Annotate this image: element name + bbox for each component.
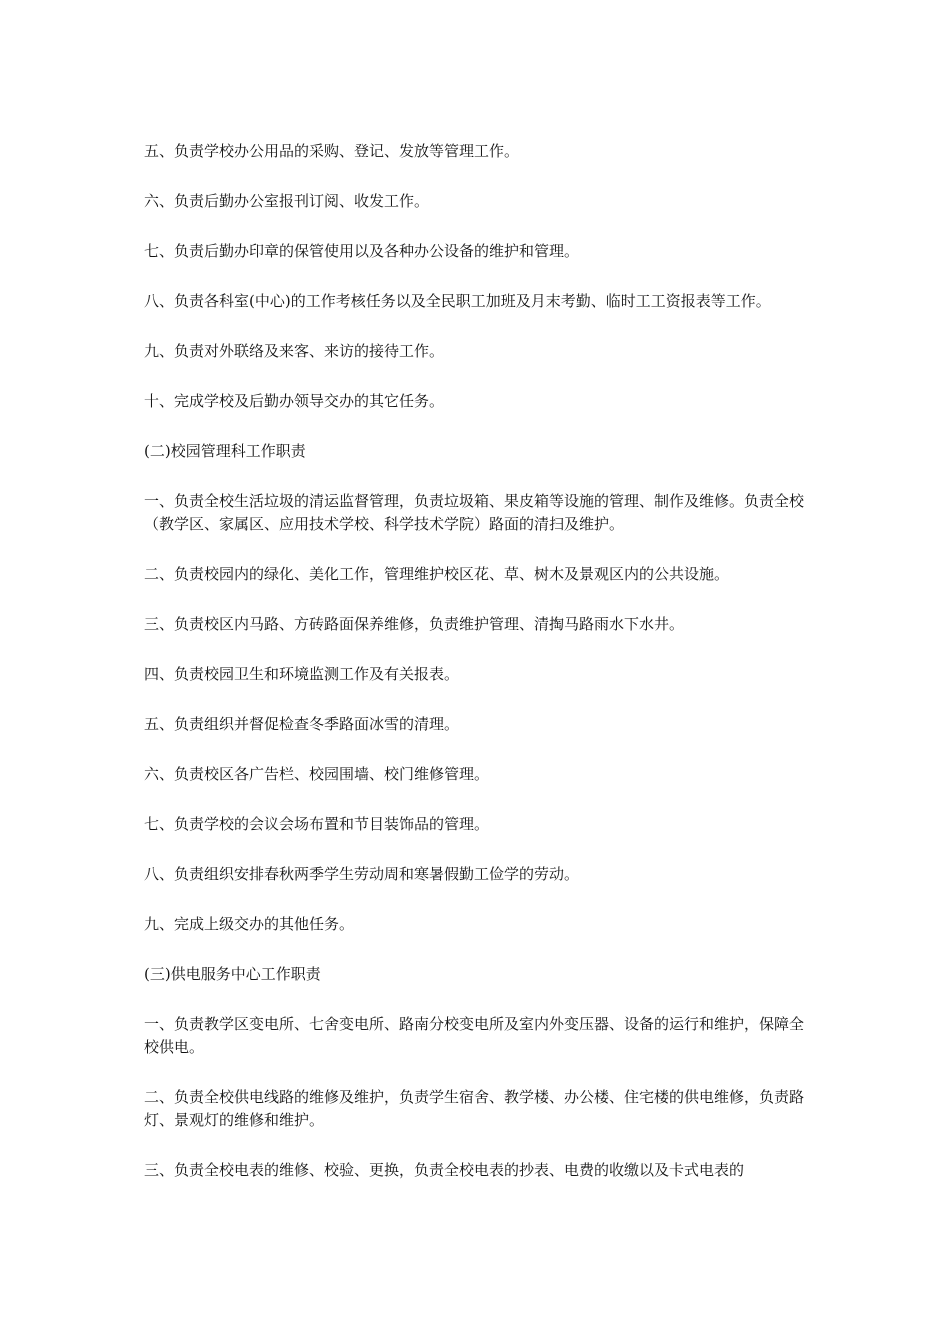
- document-body: [144, 140, 812, 1209]
- paragraph-other-tasks: 十、完成学校及后勤办领导交办的其它任务。: [144, 392, 445, 410]
- paragraph-seal-and-equipment: 七、负责后勤办印章的保管使用以及各种办公设备的维护和管理。: [144, 242, 580, 260]
- paragraph-attendance-assessment: 八、负责各科室(中心)的工作考核任务以及全民职工加班及月末考勤、临时工工资报表等工作。: [144, 292, 771, 310]
- paragraph-hygiene-monitoring: 四、负责校园卫生和环境监测工作及有关报表。: [144, 665, 460, 683]
- paragraph-electric-meters: 三、负责全校电表的维修、校验、更换，负责全校电表的抄表、电费的收缴以及卡式电表的: [144, 1161, 745, 1179]
- section-heading-campus-management: (二)校园管理科工作职责: [144, 442, 306, 460]
- paragraph-student-labor: 八、负责组织安排春秋两季学生劳动周和寒暑假勤工俭学的劳动。: [144, 865, 580, 883]
- paragraph-office-supplies: 五、负责学校办公用品的采购、登记、发放等管理工作。: [144, 142, 520, 160]
- paragraph-superior-tasks: 九、完成上级交办的其他任务。: [144, 915, 355, 933]
- paragraph-power-lines: 二、负责全校供电线路的维修及维护，负责学生宿舍、教学楼、办公楼、住宅楼的供电维修，负责路灯、景观灯的维修和维护。: [144, 1088, 805, 1129]
- paragraph-garbage-cleaning: 一、负责全校生活垃圾的清运监督管理，负责垃圾箱、果皮箱等设施的管理、制作及维修。负责全校（教学区、家属区、应用技术学校、科学技术学院）路面的清扫及维护。: [144, 492, 805, 533]
- paragraph-newspaper-subscription: 六、负责后勤办公室报刊订阅、收发工作。: [144, 192, 430, 210]
- paragraph-substations: 一、负责教学区变电所、七舍变电所、路南分校变电所及室内外变压器、设备的运行和维护，保障全校供电。: [144, 1015, 805, 1056]
- paragraph-greening: 二、负责校园内的绿化、美化工作，管理维护校区花、草、树木及景观区内的公共设施。: [144, 565, 730, 583]
- paragraph-meeting-venue: 七、负责学校的会议会场布置和节目装饰品的管理。: [144, 815, 490, 833]
- paragraph-road-maintenance: 三、负责校区内马路、方砖路面保养维修，负责维护管理、清掏马路雨水下水井。: [144, 615, 685, 633]
- paragraph-snow-clearing: 五、负责组织并督促检查冬季路面冰雪的清理。: [144, 715, 460, 733]
- paragraph-external-liaison: 九、负责对外联络及来客、来访的接待工作。: [144, 342, 445, 360]
- paragraph-billboards-walls: 六、负责校区各广告栏、校园围墙、校门维修管理。: [144, 765, 490, 783]
- section-heading-power-supply: (三)供电服务中心工作职责: [144, 965, 321, 983]
